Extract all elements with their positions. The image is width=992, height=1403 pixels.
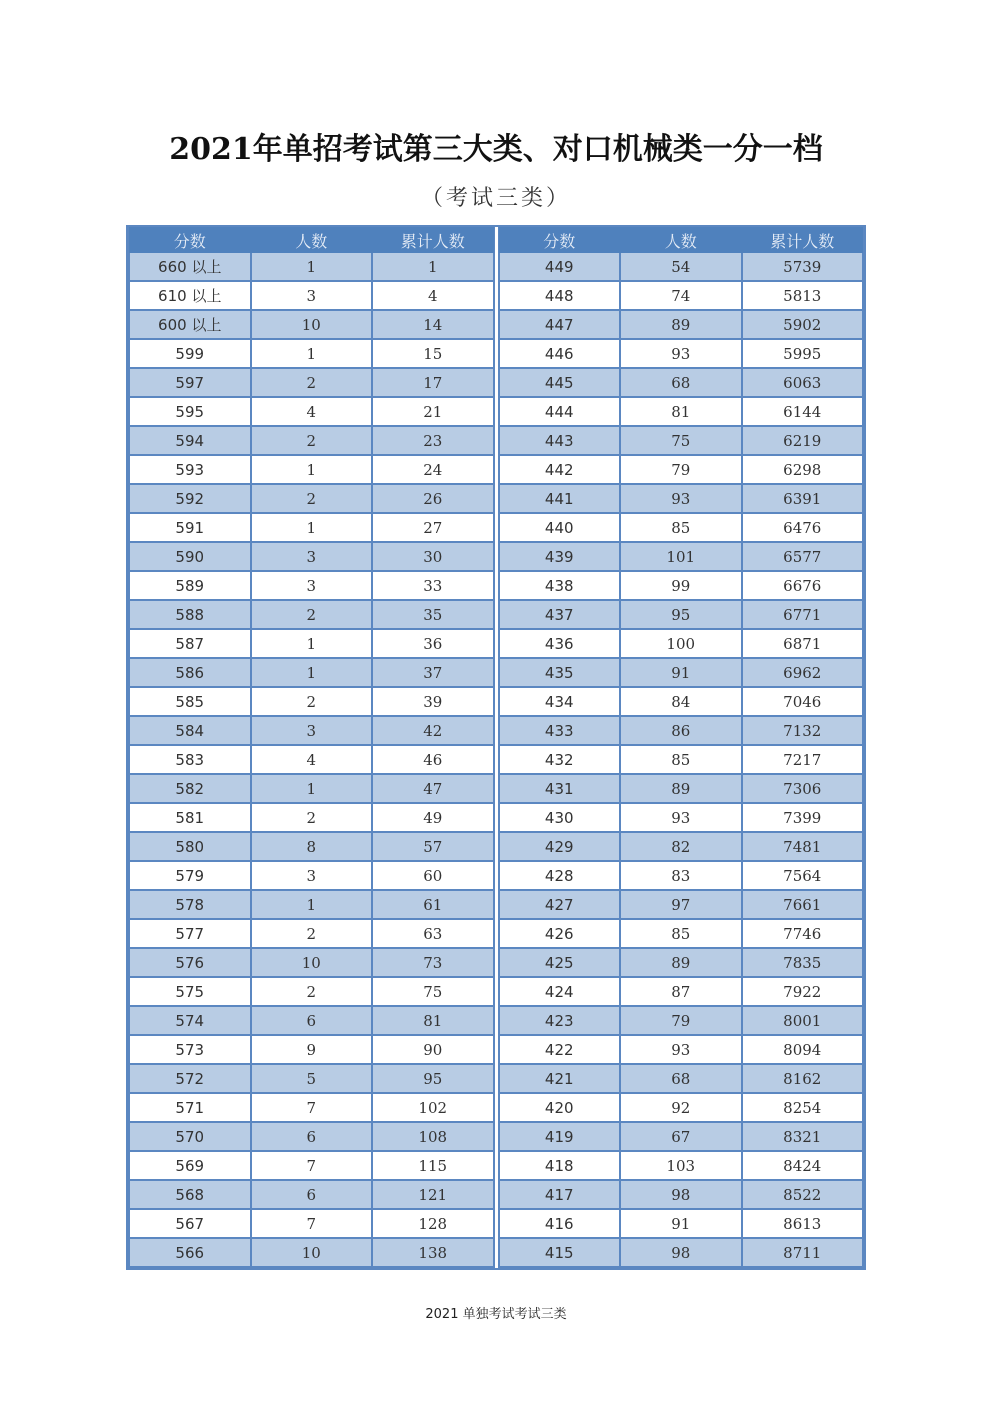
cell-cumulative: 4 (372, 281, 494, 310)
cell-cumulative: 95 (372, 1064, 494, 1093)
cell-count: 79 (620, 455, 742, 484)
cell-score: 569 (129, 1151, 251, 1180)
table-row (129, 253, 494, 281)
cell-cumulative: 7217 (742, 745, 864, 774)
cell-count: 7 (251, 1151, 373, 1180)
table-row (499, 1209, 864, 1238)
cell-score: 418 (499, 1151, 621, 1180)
cell-score: 445 (499, 368, 621, 397)
table-row (129, 948, 494, 977)
cell-count: 5 (251, 1064, 373, 1093)
cell-cumulative: 6676 (742, 571, 864, 600)
table-left-half (128, 227, 498, 1268)
cell-cumulative: 7306 (742, 774, 864, 803)
cell-cumulative: 49 (372, 803, 494, 832)
cell-cumulative: 6577 (742, 542, 864, 571)
table-row (129, 861, 494, 890)
cell-cumulative: 23 (372, 426, 494, 455)
cell-cumulative: 46 (372, 745, 494, 774)
cell-count: 3 (251, 571, 373, 600)
cell-cumulative: 8254 (742, 1093, 864, 1122)
table-row (129, 977, 494, 1006)
cell-count: 103 (620, 1151, 742, 1180)
cell-score: 427 (499, 890, 621, 919)
cell-count: 95 (620, 600, 742, 629)
cell-score: 579 (129, 861, 251, 890)
cell-count: 4 (251, 397, 373, 426)
cell-count: 6 (251, 1180, 373, 1209)
cell-cumulative: 7399 (742, 803, 864, 832)
cell-score: 660 以上 (129, 253, 251, 281)
table-row (129, 310, 494, 339)
cell-score: 449 (499, 253, 621, 281)
document-title: 2021年单招考试第三大类、对口机械类一分一档 (169, 132, 823, 167)
cell-score: 571 (129, 1093, 251, 1122)
cell-score: 582 (129, 774, 251, 803)
header-score: 分数 (129, 227, 251, 253)
table-row (129, 571, 494, 600)
table-row (129, 368, 494, 397)
cell-count: 98 (620, 1180, 742, 1209)
cell-count: 3 (251, 716, 373, 745)
cell-cumulative: 6771 (742, 600, 864, 629)
cell-score: 589 (129, 571, 251, 600)
cell-count: 93 (620, 484, 742, 513)
cell-count: 2 (251, 484, 373, 513)
header-row (499, 227, 864, 253)
cell-score: 437 (499, 600, 621, 629)
cell-score: 572 (129, 1064, 251, 1093)
table-right-half (498, 227, 865, 1268)
table-row (129, 890, 494, 919)
cell-cumulative: 61 (372, 890, 494, 919)
cell-cumulative: 7835 (742, 948, 864, 977)
header-count: 人数 (620, 227, 742, 253)
table-row (129, 803, 494, 832)
table-left-body (129, 253, 494, 1267)
cell-score: 594 (129, 426, 251, 455)
cell-count: 91 (620, 1209, 742, 1238)
cell-cumulative: 6063 (742, 368, 864, 397)
table-row (499, 1064, 864, 1093)
cell-score: 583 (129, 745, 251, 774)
table-row (129, 1035, 494, 1064)
cell-score: 435 (499, 658, 621, 687)
cell-score: 425 (499, 948, 621, 977)
cell-score: 424 (499, 977, 621, 1006)
cell-count: 1 (251, 774, 373, 803)
table-row (499, 919, 864, 948)
cell-count: 1 (251, 513, 373, 542)
cell-count: 1 (251, 629, 373, 658)
cell-count: 98 (620, 1238, 742, 1267)
cell-score: 448 (499, 281, 621, 310)
table-row (129, 542, 494, 571)
cell-score: 422 (499, 1035, 621, 1064)
cell-count: 6 (251, 1122, 373, 1151)
cell-count: 1 (251, 339, 373, 368)
cell-cumulative: 6144 (742, 397, 864, 426)
table-row (129, 513, 494, 542)
table-row (499, 658, 864, 687)
header-score: 分数 (499, 227, 621, 253)
table-row (499, 861, 864, 890)
cell-cumulative: 115 (372, 1151, 494, 1180)
cell-cumulative: 42 (372, 716, 494, 745)
table-row (499, 455, 864, 484)
table-row (499, 253, 864, 281)
cell-cumulative: 36 (372, 629, 494, 658)
cell-score: 434 (499, 687, 621, 716)
cell-score: 436 (499, 629, 621, 658)
cell-cumulative: 7046 (742, 687, 864, 716)
cell-count: 100 (620, 629, 742, 658)
table-row (499, 687, 864, 716)
table-row (499, 745, 864, 774)
cell-score: 443 (499, 426, 621, 455)
cell-score: 438 (499, 571, 621, 600)
cell-cumulative: 6298 (742, 455, 864, 484)
table-row (129, 600, 494, 629)
cell-score: 574 (129, 1006, 251, 1035)
cell-score: 577 (129, 919, 251, 948)
cell-cumulative: 8613 (742, 1209, 864, 1238)
cell-score: 567 (129, 1209, 251, 1238)
cell-score: 575 (129, 977, 251, 1006)
cell-count: 2 (251, 426, 373, 455)
cell-count: 10 (251, 310, 373, 339)
table-row (499, 1180, 864, 1209)
cell-cumulative: 8522 (742, 1180, 864, 1209)
table-row (499, 890, 864, 919)
cell-count: 93 (620, 1035, 742, 1064)
table-row (499, 977, 864, 1006)
cell-count: 2 (251, 919, 373, 948)
cell-count: 7 (251, 1209, 373, 1238)
cell-score: 431 (499, 774, 621, 803)
table-row (499, 774, 864, 803)
cell-cumulative: 5902 (742, 310, 864, 339)
table-row (129, 687, 494, 716)
cell-score: 568 (129, 1180, 251, 1209)
cell-cumulative: 6391 (742, 484, 864, 513)
cell-count: 8 (251, 832, 373, 861)
table-row (129, 426, 494, 455)
cell-count: 1 (251, 253, 373, 281)
cell-cumulative: 6871 (742, 629, 864, 658)
cell-count: 2 (251, 687, 373, 716)
cell-cumulative: 108 (372, 1122, 494, 1151)
cell-score: 566 (129, 1238, 251, 1267)
header-cumulative: 累计人数 (372, 227, 494, 253)
cell-score: 432 (499, 745, 621, 774)
cell-count: 68 (620, 368, 742, 397)
cell-score: 447 (499, 310, 621, 339)
cell-cumulative: 121 (372, 1180, 494, 1209)
cell-cumulative: 63 (372, 919, 494, 948)
cell-score: 595 (129, 397, 251, 426)
cell-score: 423 (499, 1006, 621, 1035)
table-row (129, 716, 494, 745)
table-row (499, 426, 864, 455)
cell-score: 585 (129, 687, 251, 716)
cell-score: 588 (129, 600, 251, 629)
cell-count: 93 (620, 339, 742, 368)
header-row (129, 227, 494, 253)
cell-score: 578 (129, 890, 251, 919)
table-row (499, 832, 864, 861)
score-distribution-table (126, 225, 866, 1270)
table-row (499, 803, 864, 832)
cell-count: 2 (251, 600, 373, 629)
cell-count: 79 (620, 1006, 742, 1035)
cell-cumulative: 7564 (742, 861, 864, 890)
cell-score: 576 (129, 948, 251, 977)
cell-count: 2 (251, 977, 373, 1006)
cell-count: 99 (620, 571, 742, 600)
cell-count: 81 (620, 397, 742, 426)
cell-score: 597 (129, 368, 251, 397)
cell-score: 421 (499, 1064, 621, 1093)
table-row (499, 629, 864, 658)
table-row (129, 629, 494, 658)
cell-score: 446 (499, 339, 621, 368)
cell-score: 433 (499, 716, 621, 745)
cell-count: 3 (251, 281, 373, 310)
cell-cumulative: 8001 (742, 1006, 864, 1035)
table-row (499, 948, 864, 977)
table-row (499, 1093, 864, 1122)
cell-count: 85 (620, 919, 742, 948)
table-row (499, 368, 864, 397)
cell-cumulative: 90 (372, 1035, 494, 1064)
table-row (129, 1238, 494, 1267)
cell-count: 4 (251, 745, 373, 774)
table-row (499, 281, 864, 310)
table-row (129, 919, 494, 948)
cell-score: 430 (499, 803, 621, 832)
cell-count: 3 (251, 542, 373, 571)
cell-count: 1 (251, 890, 373, 919)
cell-count: 74 (620, 281, 742, 310)
cell-count: 86 (620, 716, 742, 745)
cell-cumulative: 8162 (742, 1064, 864, 1093)
table-row (499, 1238, 864, 1267)
table-row (499, 716, 864, 745)
cell-count: 89 (620, 774, 742, 803)
cell-count: 7 (251, 1093, 373, 1122)
header-count: 人数 (251, 227, 373, 253)
cell-cumulative: 7746 (742, 919, 864, 948)
cell-cumulative: 27 (372, 513, 494, 542)
table-row (499, 600, 864, 629)
cell-score: 600 以上 (129, 310, 251, 339)
cell-score: 441 (499, 484, 621, 513)
cell-score: 591 (129, 513, 251, 542)
cell-cumulative: 21 (372, 397, 494, 426)
table-row (129, 397, 494, 426)
cell-cumulative: 7922 (742, 977, 864, 1006)
cell-count: 87 (620, 977, 742, 1006)
table-row (499, 1006, 864, 1035)
cell-score: 592 (129, 484, 251, 513)
cell-cumulative: 5739 (742, 253, 864, 281)
table-right-body (499, 253, 864, 1267)
cell-count: 84 (620, 687, 742, 716)
table-row (499, 310, 864, 339)
cell-count: 85 (620, 513, 742, 542)
cell-cumulative: 26 (372, 484, 494, 513)
table-row (129, 1122, 494, 1151)
table-row (129, 1180, 494, 1209)
cell-cumulative: 14 (372, 310, 494, 339)
table-row (129, 745, 494, 774)
cell-count: 2 (251, 368, 373, 397)
table-row (129, 339, 494, 368)
cell-score: 570 (129, 1122, 251, 1151)
cell-cumulative: 8424 (742, 1151, 864, 1180)
page-footer: 2021 单独考试考试三类 (425, 1307, 567, 1322)
table-row (499, 513, 864, 542)
cell-cumulative: 8094 (742, 1035, 864, 1064)
cell-count: 101 (620, 542, 742, 571)
cell-score: 599 (129, 339, 251, 368)
cell-score: 593 (129, 455, 251, 484)
table-row (129, 832, 494, 861)
table-row (129, 1151, 494, 1180)
table-row (499, 1151, 864, 1180)
cell-cumulative: 47 (372, 774, 494, 803)
cell-count: 82 (620, 832, 742, 861)
table-row (129, 1209, 494, 1238)
cell-score: 416 (499, 1209, 621, 1238)
table-row (129, 1064, 494, 1093)
cell-score: 444 (499, 397, 621, 426)
cell-count: 83 (620, 861, 742, 890)
cell-score: 587 (129, 629, 251, 658)
cell-cumulative: 33 (372, 571, 494, 600)
cell-score: 610 以上 (129, 281, 251, 310)
cell-count: 75 (620, 426, 742, 455)
table-row (129, 1006, 494, 1035)
cell-score: 442 (499, 455, 621, 484)
cell-cumulative: 6476 (742, 513, 864, 542)
cell-score: 417 (499, 1180, 621, 1209)
cell-count: 10 (251, 948, 373, 977)
cell-score: 586 (129, 658, 251, 687)
cell-score: 590 (129, 542, 251, 571)
cell-score: 428 (499, 861, 621, 890)
cell-count: 1 (251, 455, 373, 484)
cell-cumulative: 1 (372, 253, 494, 281)
cell-count: 97 (620, 890, 742, 919)
cell-score: 439 (499, 542, 621, 571)
table-row (499, 397, 864, 426)
cell-count: 85 (620, 745, 742, 774)
cell-score: 420 (499, 1093, 621, 1122)
cell-count: 89 (620, 948, 742, 977)
cell-count: 1 (251, 658, 373, 687)
cell-score: 573 (129, 1035, 251, 1064)
table-row (499, 1122, 864, 1151)
table-row (129, 484, 494, 513)
cell-cumulative: 37 (372, 658, 494, 687)
cell-count: 68 (620, 1064, 742, 1093)
table-row (499, 339, 864, 368)
table-row (129, 1093, 494, 1122)
cell-cumulative: 5995 (742, 339, 864, 368)
cell-cumulative: 81 (372, 1006, 494, 1035)
cell-cumulative: 30 (372, 542, 494, 571)
table-row (129, 774, 494, 803)
cell-score: 584 (129, 716, 251, 745)
cell-cumulative: 35 (372, 600, 494, 629)
table-row (499, 571, 864, 600)
cell-score: 580 (129, 832, 251, 861)
cell-cumulative: 17 (372, 368, 494, 397)
cell-count: 10 (251, 1238, 373, 1267)
cell-count: 91 (620, 658, 742, 687)
cell-count: 89 (620, 310, 742, 339)
cell-cumulative: 57 (372, 832, 494, 861)
cell-cumulative: 8321 (742, 1122, 864, 1151)
cell-cumulative: 138 (372, 1238, 494, 1267)
table-row (129, 281, 494, 310)
table-row (129, 455, 494, 484)
cell-cumulative: 15 (372, 339, 494, 368)
cell-count: 54 (620, 253, 742, 281)
cell-score: 419 (499, 1122, 621, 1151)
table-row (129, 658, 494, 687)
cell-cumulative: 7481 (742, 832, 864, 861)
cell-cumulative: 60 (372, 861, 494, 890)
table-row (499, 1035, 864, 1064)
cell-cumulative: 24 (372, 455, 494, 484)
cell-cumulative: 73 (372, 948, 494, 977)
cell-cumulative: 7132 (742, 716, 864, 745)
cell-cumulative: 7661 (742, 890, 864, 919)
cell-cumulative: 39 (372, 687, 494, 716)
table-row (499, 484, 864, 513)
cell-cumulative: 6962 (742, 658, 864, 687)
cell-count: 93 (620, 803, 742, 832)
cell-cumulative: 8711 (742, 1238, 864, 1267)
cell-count: 2 (251, 803, 373, 832)
cell-score: 426 (499, 919, 621, 948)
cell-cumulative: 102 (372, 1093, 494, 1122)
table-row (499, 542, 864, 571)
cell-count: 6 (251, 1006, 373, 1035)
cell-score: 415 (499, 1238, 621, 1267)
cell-count: 3 (251, 861, 373, 890)
header-cumulative: 累计人数 (742, 227, 864, 253)
cell-count: 67 (620, 1122, 742, 1151)
cell-score: 440 (499, 513, 621, 542)
cell-count: 9 (251, 1035, 373, 1064)
document-subtitle: （考试三类） (420, 186, 571, 211)
cell-score: 581 (129, 803, 251, 832)
cell-cumulative: 6219 (742, 426, 864, 455)
cell-cumulative: 128 (372, 1209, 494, 1238)
cell-cumulative: 5813 (742, 281, 864, 310)
cell-count: 92 (620, 1093, 742, 1122)
cell-cumulative: 75 (372, 977, 494, 1006)
cell-score: 429 (499, 832, 621, 861)
